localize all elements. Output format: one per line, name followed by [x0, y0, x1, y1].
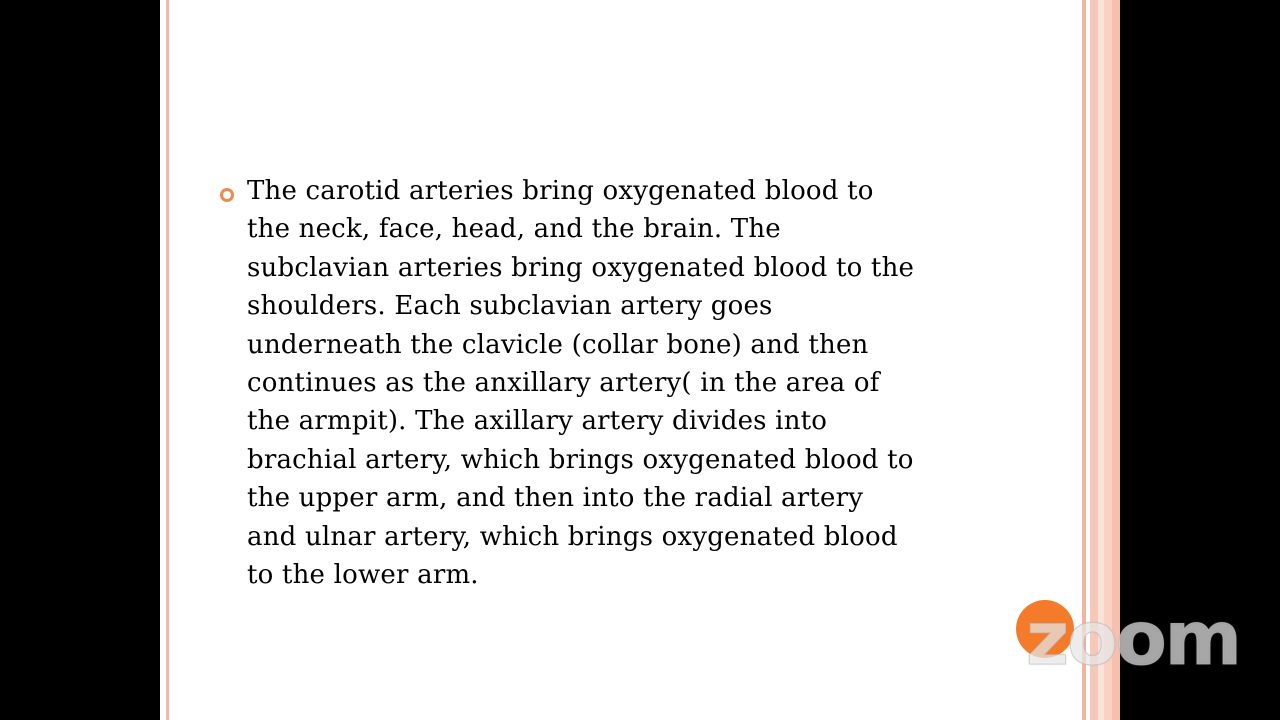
- slide-content: [216, 172, 986, 594]
- bullet-point: [216, 172, 986, 594]
- zoom-logo-text: zoom: [1026, 596, 1240, 682]
- zoom-logo-icon: [1016, 596, 1240, 690]
- slide-left-border: [166, 0, 169, 720]
- bullet-circle-icon: [220, 188, 234, 202]
- presentation-slide: [160, 0, 1120, 720]
- bullet-text: The carotid arteries bring oxygenated blood to the neck, face, head, and the brain. The subclavian arteries bring oxygenated blood to the shoulders. Each subclavian artery goes underneath the clavicle (collar bone) and then continues as the anxillary artery( in the area of the armpit). The axillary artery divides into brachial artery, which brings oxygenated blood to the upper arm, and then into the radial artery and ulnar artery, which brings oxygenated blood to the lower arm.: [247, 176, 915, 591]
